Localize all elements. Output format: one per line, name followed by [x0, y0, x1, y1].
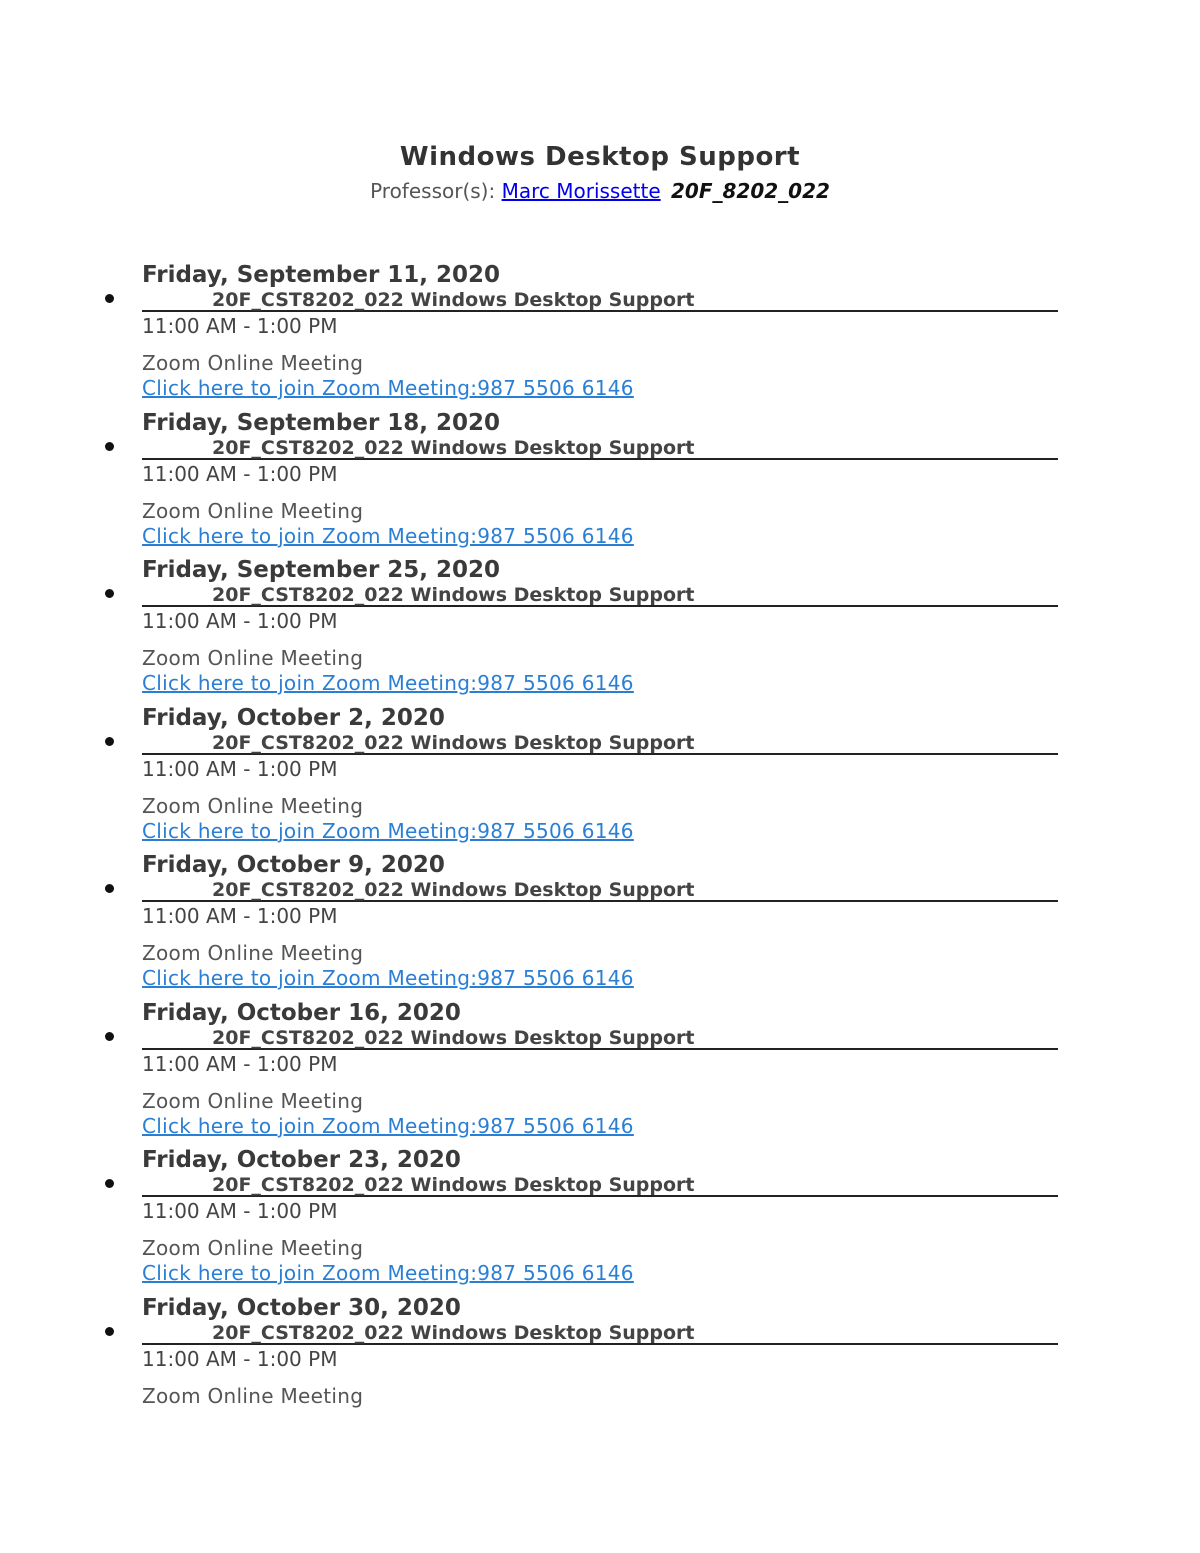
document-header [0, 140, 1200, 206]
zoom-join-link[interactable]: Click here to join Zoom Meeting:987 5506 6146 [142, 376, 634, 400]
zoom-join-link[interactable]: Click here to join Zoom Meeting:987 5506 6146 [142, 818, 634, 843]
entry-date: Friday, October 16, 2020 [142, 999, 461, 1026]
entry-course: 20F_CST8202_022 Windows Desktop Support [142, 1173, 1058, 1197]
entry-location: Zoom Online Meeting [142, 1236, 364, 1260]
page-title: Windows Desktop Support [399, 142, 801, 172]
zoom-join-link[interactable]: Click here to join Zoom Meeting:987 5506 6146 [142, 671, 634, 695]
entry-location: Zoom Online Meeting [142, 1088, 364, 1113]
bullet-icon [105, 442, 114, 451]
entry-time: 11:00 AM - 1:00 PM [142, 904, 338, 928]
entry-time: 11:00 AM - 1:00 PM [142, 1199, 338, 1223]
professor-line [0, 176, 1200, 206]
entry-course: 20F_CST8202_022 Windows Desktop Support [142, 731, 1058, 755]
list-item [0, 260, 1200, 408]
list-item [0, 703, 1200, 851]
entry-date: Friday, September 18, 2020 [142, 409, 501, 436]
entry-date: Friday, September 11, 2020 [142, 262, 501, 288]
entry-course: 20F_CST8202_022 Windows Desktop Support [142, 436, 1058, 460]
zoom-join-link[interactable]: Click here to join Zoom Meeting:987 5506 6146 [142, 966, 634, 990]
entry-location: Zoom Online Meeting [142, 793, 364, 818]
entry-time: 11:00 AM - 1:00 PM [142, 1051, 338, 1076]
entry-time: 11:00 AM - 1:00 PM [142, 756, 338, 781]
list-item [0, 408, 1200, 556]
professor-label: Professor(s): [370, 179, 502, 203]
entry-course: 20F_CST8202_022 Windows Desktop Support [142, 1321, 1058, 1345]
bullet-icon [105, 884, 114, 893]
entry-location: Zoom Online Meeting [142, 941, 364, 965]
bullet-icon [105, 737, 114, 746]
entry-location: Zoom Online Meeting [142, 351, 364, 375]
entry-time: 11:00 AM - 1:00 PM [142, 461, 338, 486]
bullet-icon [105, 1327, 114, 1336]
entry-location: Zoom Online Meeting [142, 646, 364, 670]
course-code: 20F_8202_022 [671, 179, 830, 203]
entry-time: 11:00 AM - 1:00 PM [142, 1346, 338, 1371]
zoom-join-link[interactable]: Click here to join Zoom Meeting:987 5506 6146 [142, 523, 634, 548]
entry-date: Friday, October 2, 2020 [142, 704, 445, 731]
list-item [0, 1145, 1200, 1293]
list-item [0, 1293, 1200, 1441]
bullet-icon [105, 1032, 114, 1041]
entry-course: 20F_CST8202_022 Windows Desktop Support [142, 878, 1058, 902]
entry-location: Zoom Online Meeting [142, 498, 364, 523]
entry-date: Friday, October 30, 2020 [142, 1294, 461, 1321]
zoom-join-link[interactable]: Click here to join Zoom Meeting:987 5506 6146 [142, 1113, 634, 1138]
list-item [0, 998, 1200, 1146]
entry-time: 11:00 AM - 1:00 PM [142, 314, 338, 338]
entry-course: 20F_CST8202_022 Windows Desktop Support [142, 288, 1058, 312]
professor-name-link[interactable]: Marc Morissette [501, 179, 661, 203]
bullet-icon [105, 1179, 114, 1188]
entry-course: 20F_CST8202_022 Windows Desktop Support [142, 583, 1058, 607]
list-item [0, 555, 1200, 703]
entry-location: Zoom Online Meeting [142, 1383, 364, 1408]
entry-course: 20F_CST8202_022 Windows Desktop Support [142, 1026, 1058, 1050]
entry-time: 11:00 AM - 1:00 PM [142, 609, 338, 633]
bullet-icon [105, 294, 114, 303]
list-item [0, 850, 1200, 998]
entry-date: Friday, September 25, 2020 [142, 557, 501, 583]
zoom-join-link[interactable]: Click here to join Zoom Meeting:987 5506 6146 [142, 1261, 634, 1285]
entry-date: Friday, October 9, 2020 [142, 852, 445, 878]
schedule-list [0, 260, 1200, 1440]
entry-date: Friday, October 23, 2020 [142, 1147, 461, 1173]
bullet-icon [105, 589, 114, 598]
